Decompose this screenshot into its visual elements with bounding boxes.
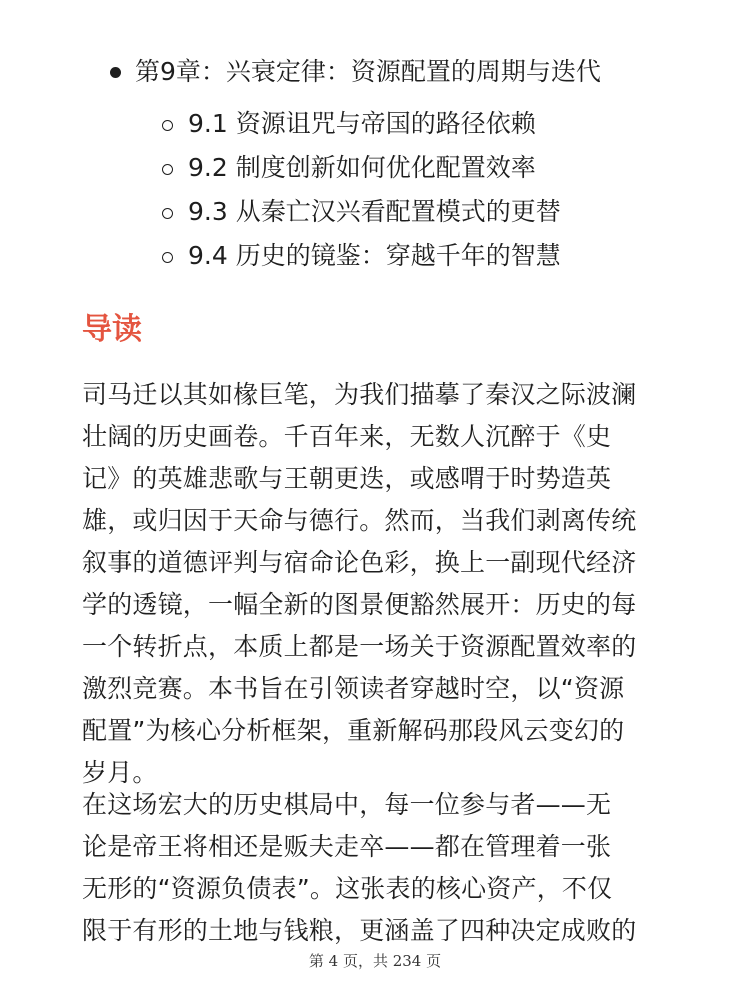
paragraph-line: 限于有形的土地与钱粮，更涵盖了四种决定成败的	[82, 916, 637, 945]
paragraph-line: 叙事的道德评判与宿命论色彩，换上一副现代经济	[82, 548, 637, 577]
toc-chapter-item[interactable]	[0, 46, 750, 98]
toc-chapter-title: 第9章：兴衰定律：资源配置的周期与迭代	[135, 57, 601, 86]
table-of-contents	[0, 46, 750, 270]
toc-section-title: 9.4 历史的镜鉴：穿越千年的智慧	[188, 241, 561, 270]
paragraph-line: 记》的英雄悲歌与王朝更迭，或感喟于时势造英	[82, 464, 612, 493]
paragraph-line: 一个转折点，本质上都是一场关于资源配置效率的	[82, 632, 637, 661]
toc-section-item[interactable]	[0, 148, 750, 192]
toc-section-title: 9.2 制度创新如何优化配置效率	[188, 153, 536, 182]
toc-section-title: 9.3 从秦亡汉兴看配置模式的更替	[188, 197, 561, 226]
paragraph-line: 配置”为核心分析框架，重新解码那段风云变幻的	[82, 716, 625, 745]
paragraph-line: 司马迁以其如椽巨笔，为我们描摹了秦汉之际波澜	[82, 380, 637, 409]
paragraph-line: 学的透镜，一幅全新的图景便豁然展开：历史的每	[82, 590, 637, 619]
hollow-bullet-icon	[162, 252, 173, 263]
hollow-bullet-icon	[162, 164, 173, 175]
paragraph-line: 无形的“资源负债表”。这张表的核心资产，不仅	[82, 874, 613, 903]
body-paragraph	[82, 784, 672, 952]
paragraph-line: 在这场宏大的历史棋局中，每一位参与者——无	[82, 790, 612, 819]
paragraph-line: 激烈竞赛。本书旨在引领读者穿越时空，以“资源	[82, 674, 625, 703]
body-paragraph	[82, 374, 672, 794]
hollow-bullet-icon	[162, 120, 173, 131]
page-number-footer: 第 4 页，共 234 页	[308, 952, 442, 970]
toc-section-item[interactable]	[0, 192, 750, 236]
toc-section-item[interactable]	[0, 104, 750, 148]
toc-section-list	[0, 104, 750, 280]
filled-bullet-icon	[110, 67, 121, 78]
toc-section-title: 9.1 资源诅咒与帝国的路径依赖	[188, 109, 536, 138]
paragraph-line: 岁月。	[82, 758, 158, 787]
paragraph-line: 壮阔的历史画卷。千百年来，无数人沉醉于《史	[82, 422, 612, 451]
section-heading: 导读	[82, 312, 142, 347]
paragraph-line: 雄，或归因于天命与德行。然而，当我们剥离传统	[82, 506, 637, 535]
toc-section-item[interactable]	[0, 236, 750, 280]
paragraph-line: 论是帝王将相还是贩夫走卒——都在管理着一张	[82, 832, 612, 861]
hollow-bullet-icon	[162, 208, 173, 219]
